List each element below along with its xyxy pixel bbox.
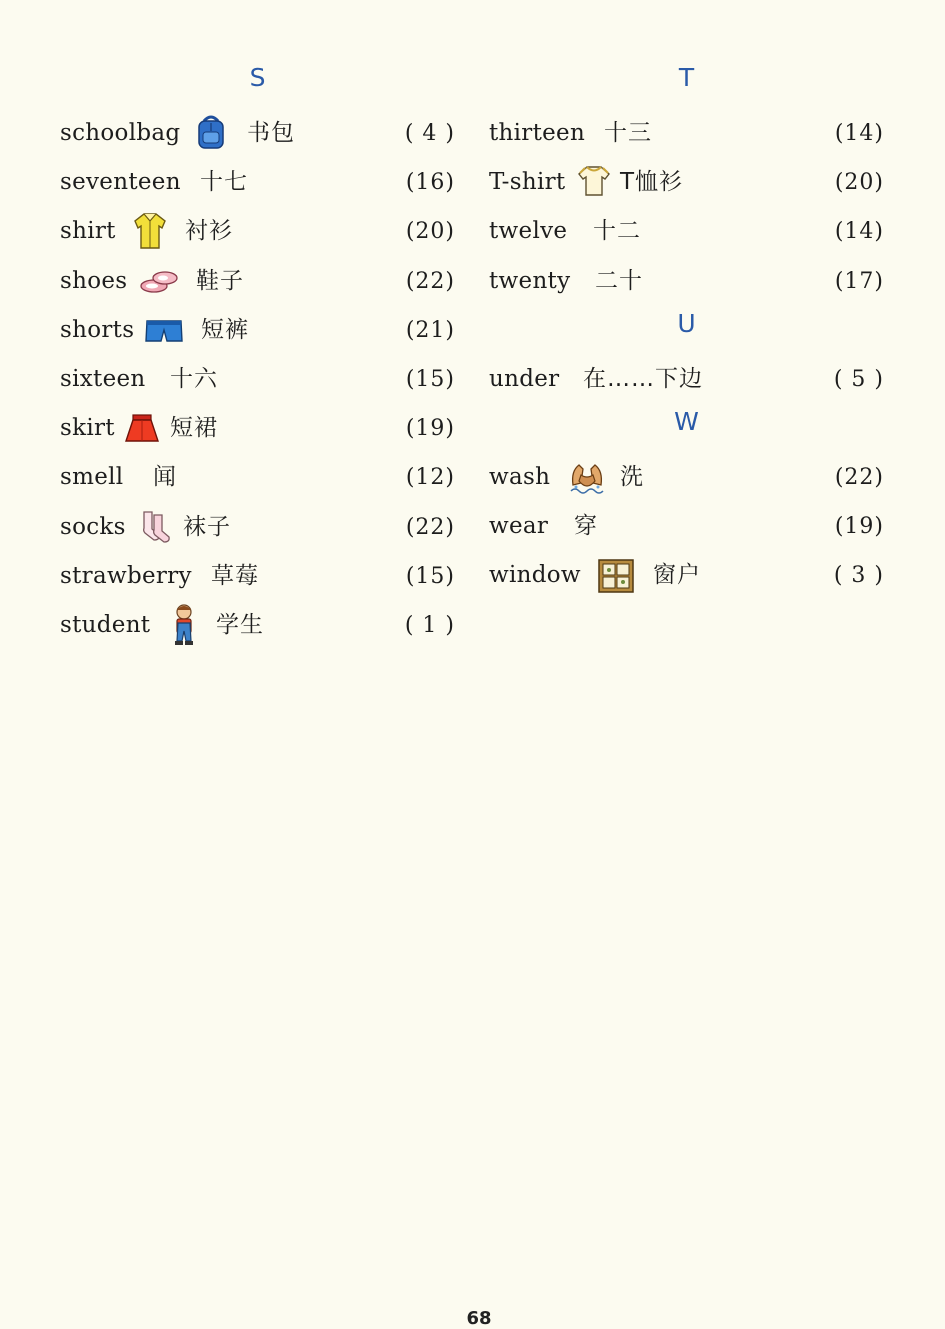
entry-page: (16) bbox=[405, 170, 455, 196]
shorts-icon bbox=[144, 318, 184, 344]
entry-meaning: 鞋子 bbox=[196, 267, 244, 294]
entry-page: (20) bbox=[405, 219, 455, 245]
entry-meaning: 二十 bbox=[595, 267, 643, 294]
entry-word: shoes bbox=[60, 267, 128, 294]
entry-word: schoolbag bbox=[60, 120, 181, 146]
glossary-entry bbox=[60, 207, 455, 256]
glossary-column-right bbox=[489, 60, 884, 601]
entry-word: strawberry bbox=[60, 562, 192, 589]
entry-page: ( 1 ) bbox=[404, 612, 455, 638]
entry-page: ( 4 ) bbox=[404, 121, 455, 146]
glossary-entry bbox=[489, 158, 884, 207]
glossary-entry bbox=[489, 551, 884, 600]
entry-meaning: 十七 bbox=[200, 169, 248, 196]
entry-word: thirteen bbox=[489, 120, 586, 146]
entry-word: smell bbox=[60, 464, 124, 491]
entry-page: ( 3 ) bbox=[833, 563, 884, 589]
entry-word: T-shirt bbox=[489, 169, 566, 196]
entry-page: (15) bbox=[405, 366, 455, 392]
glossary-entry bbox=[489, 453, 884, 502]
entry-word: under bbox=[489, 365, 560, 392]
glossary-entry bbox=[489, 355, 884, 404]
entry-meaning: 学生 bbox=[216, 611, 264, 638]
entry-page: (22) bbox=[405, 268, 455, 294]
entry-meaning: 十六 bbox=[170, 365, 218, 392]
entry-word: socks bbox=[60, 513, 126, 540]
entry-meaning: 衬衫 bbox=[185, 218, 233, 245]
entry-word: seventeen bbox=[60, 169, 181, 196]
glossary-column-left bbox=[60, 60, 455, 650]
glossary-entry bbox=[60, 109, 455, 158]
washing-hands-icon bbox=[567, 457, 607, 497]
glossary-entry bbox=[60, 552, 455, 601]
socks-icon bbox=[138, 509, 172, 545]
letter-heading-t: T bbox=[678, 63, 695, 92]
entry-meaning: 草莓 bbox=[211, 562, 259, 589]
entry-word: twelve bbox=[489, 218, 568, 245]
entry-word: shorts bbox=[60, 316, 135, 343]
student-icon bbox=[168, 603, 200, 649]
entry-meaning: 洗 bbox=[620, 463, 644, 490]
glossary-entry bbox=[489, 257, 884, 306]
entry-page: (21) bbox=[405, 317, 455, 343]
entry-meaning: 窗户 bbox=[653, 562, 701, 589]
entry-meaning: 袜子 bbox=[183, 513, 231, 540]
page-number: 68 bbox=[466, 1308, 492, 1329]
entry-meaning: 书包 bbox=[247, 120, 295, 146]
entry-page: (17) bbox=[834, 268, 884, 294]
entry-page: ( 5 ) bbox=[833, 366, 884, 392]
skirt-icon bbox=[124, 412, 160, 444]
entry-word: window bbox=[489, 562, 581, 589]
entry-meaning: 穿 bbox=[574, 513, 598, 540]
glossary-entry bbox=[60, 257, 455, 306]
glossary-entry bbox=[60, 306, 455, 355]
entry-page: (22) bbox=[405, 514, 455, 540]
entry-page: (12) bbox=[405, 465, 455, 491]
shirt-icon bbox=[132, 211, 168, 251]
entry-meaning: 十二 bbox=[593, 218, 641, 245]
entry-word: shirt bbox=[60, 218, 116, 245]
letter-heading-s: S bbox=[249, 63, 266, 92]
glossary-entry bbox=[60, 503, 455, 552]
entry-page: (19) bbox=[405, 416, 455, 442]
shoes-icon bbox=[138, 267, 180, 297]
entry-meaning: T恤衫 bbox=[620, 169, 684, 196]
letter-heading-u: U bbox=[677, 308, 696, 338]
entry-page: (20) bbox=[834, 170, 884, 196]
glossary-entry bbox=[60, 404, 455, 453]
entry-word: twenty bbox=[489, 267, 571, 294]
glossary-entry bbox=[60, 601, 455, 650]
tshirt-icon bbox=[577, 164, 611, 198]
entry-word: skirt bbox=[60, 415, 115, 442]
window-icon bbox=[597, 558, 635, 594]
glossary-entry bbox=[60, 355, 455, 404]
entry-page: (14) bbox=[834, 121, 884, 146]
entry-meaning: 闻 bbox=[153, 464, 177, 491]
entry-page: (15) bbox=[405, 563, 455, 589]
schoolbag-icon bbox=[194, 113, 228, 151]
entry-meaning: 十三 bbox=[604, 120, 652, 146]
entry-word: student bbox=[60, 611, 151, 638]
entry-word: sixteen bbox=[60, 365, 146, 392]
entry-meaning: 短裙 bbox=[170, 415, 218, 442]
entry-word: wear bbox=[489, 513, 549, 540]
entry-page: (22) bbox=[834, 464, 884, 490]
entry-meaning: 在……下边 bbox=[583, 365, 703, 392]
entry-page: (14) bbox=[834, 219, 884, 245]
entry-meaning: 短裤 bbox=[201, 316, 249, 343]
glossary-entry bbox=[489, 109, 884, 158]
glossary-entry bbox=[60, 453, 455, 502]
entry-word: wash bbox=[489, 463, 551, 490]
glossary-entry bbox=[489, 502, 884, 551]
letter-heading-w: W bbox=[674, 406, 699, 436]
glossary-entry bbox=[60, 158, 455, 207]
entry-page: (19) bbox=[834, 514, 884, 540]
glossary-entry bbox=[489, 207, 884, 256]
